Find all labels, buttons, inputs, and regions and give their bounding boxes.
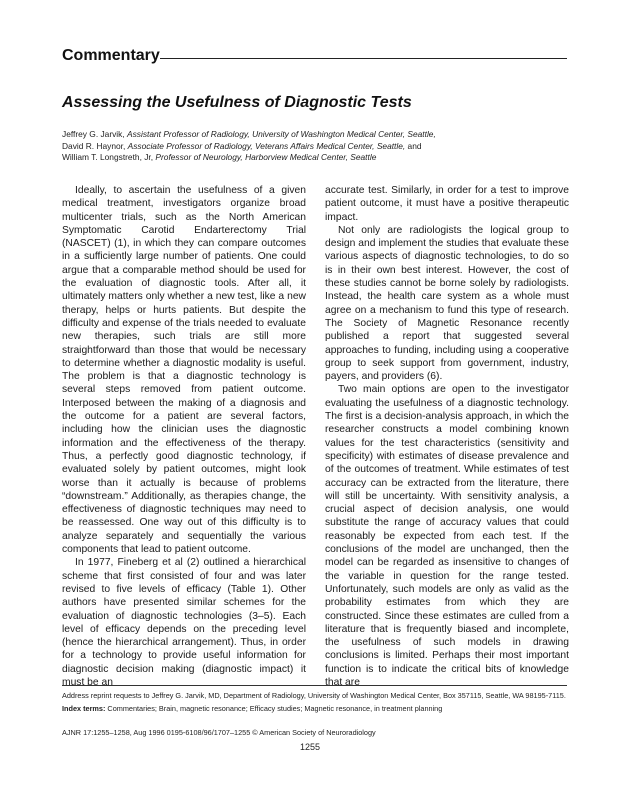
body-column-left [62,184,306,689]
body-paragraph: Not only are radiologists the logical group to design and implement the studies that evaluate these various aspects of diagnostic technologies, to do so is in their own best interest. However, the cost of these studies cannot be borne solely by radiologists. Instead, the health care system as a whole must agree on a mechanism to fund this type of research. The Society of Magnetic Resonance recently published a report that suggested several approaches to funding, including using a cooperative group to seek support from government, industry, payers, and providers (6). [325,224,569,383]
body-paragraph: Ideally, to ascertain the usefulness of a given medical treatment, investigators organize broad multicenter trials, such as the North American Symptomatic Carotid Endarterectomy Trial (NASCET) (1), in which they can compare outcomes in a sufficiently large number of patients. One could argue that a comparable method should be used for the evaluation of diagnostic tools. After all, it ultimately matters only whether a new test, like a new therapy, helps or hurts patients. But despite the difficulty and expense of the trials needed to evaluate new therapies, such trials are still more straightforward than those that would be necessary to determine whether a diagnostic modality is useful. The problem is that a diagnostic technology is several steps removed from patient outcome. Interposed between the making of a diagnosis and the outcome for a patient are several factors, including how the clinician uses the diagnostic information and the effectiveness of the therapy. Thus, a perfectly good diagnostic technology, if evaluated solely by patient outcomes, might look worse than it actually is because of problems “downstream.” Additionally, as therapies change, the effectiveness of diagnostic techniques may need to be reassessed. One way out of this difficulty is to analyze separately and sequentially the various components that lead to patient outcome. [62,185,306,556]
body-paragraph: Two main options are open to the investigator evaluating the usefulness of a diagnostic technology. The first is a decision-analysis approach, in which the researcher constructs a model combining known values for the test characteristics (sensitivity and specificity) with estimates of disease prevalence and of the outcomes of treatment. While estimates of test accuracy can be extracted from the literature, there will still be uncertainty. With sensitivity analysis, a crucial aspect of decision analysis, one would substitute the range of accuracy values that could reasonably be expected from each test. If the conclusions of the model are unchanged, then the model can be regarded as insensitive to changes of the variable in question for the range tested. Unfortunately, such models are only as valid as the probability estimates from which they are constructed. Since these estimates are culled from a literature that is frequently biased and incomplete, the usefulness of such models in drawing conclusions is limited. Perhaps their most important function is to indicate the critical bits of knowledge that are [325,384,569,688]
author-affiliation: Associate Professor of Radiology, Veterans Affairs Medical Center, Seattle, [127,140,406,151]
index-terms-label: Index terms: [62,704,106,713]
page-number: 1255 [299,742,321,752]
header-rule [160,58,567,59]
author-affiliation: Assistant Professor of Radiology, University of Washington Medical Center, Seattle, [127,129,436,139]
section-header [62,46,567,70]
section-label: Commentary [62,47,160,64]
body-column-right [325,184,569,689]
footnotes [62,685,567,717]
body-paragraph-continued: accurate test. Similarly, in order for a test to improve patient outcome, it must have a positive therapeutic impact. [325,185,569,223]
author-conjunction: and [405,140,422,151]
index-terms [62,704,567,714]
reprint-note: Address reprint requests to Jeffrey G. Jarvik, MD, Department of Radiology, University of Washington Medical Center, Box 357115, Seattle, WA 98195-7115. [62,691,566,700]
author-block [62,129,567,164]
index-terms-list: Commentaries; Brain, magnetic resonance; Efficacy studies; Magnetic resonance, in treatment planning [105,704,443,713]
author-affiliation: Professor of Neurology, Harborview Medical Center, Seattle [155,152,377,162]
body-paragraph: In 1977, Fineberg et al (2) outlined a hierarchical scheme that first consisted of four and was later revised to five levels of efficacy (Table 1). Other authors have presented similar schemes for the evaluation of diagnostic technologies (3–5). Each level of efficacy depends on the preceding level (hence the hierarchical arrangement). Thus, in order for a technology to provide useful information for diagnostic decision making (diagnostic impact) it must be an [62,557,306,688]
author-line [62,129,567,141]
author-name: William T. Longstreth, Jr, [62,152,156,162]
article-title: Assessing the Usefulness of Diagnostic Tests [62,94,412,111]
author-name: David R. Haynor, [62,140,128,151]
author-name: Jeffrey G. Jarvik, [62,129,128,139]
journal-citation: AJNR 17:1255–1258, Aug 1996 0195-6108/96/1707–1255 © American Society of Neuroradiology [62,728,376,737]
author-line [62,152,567,164]
author-line [62,141,567,153]
